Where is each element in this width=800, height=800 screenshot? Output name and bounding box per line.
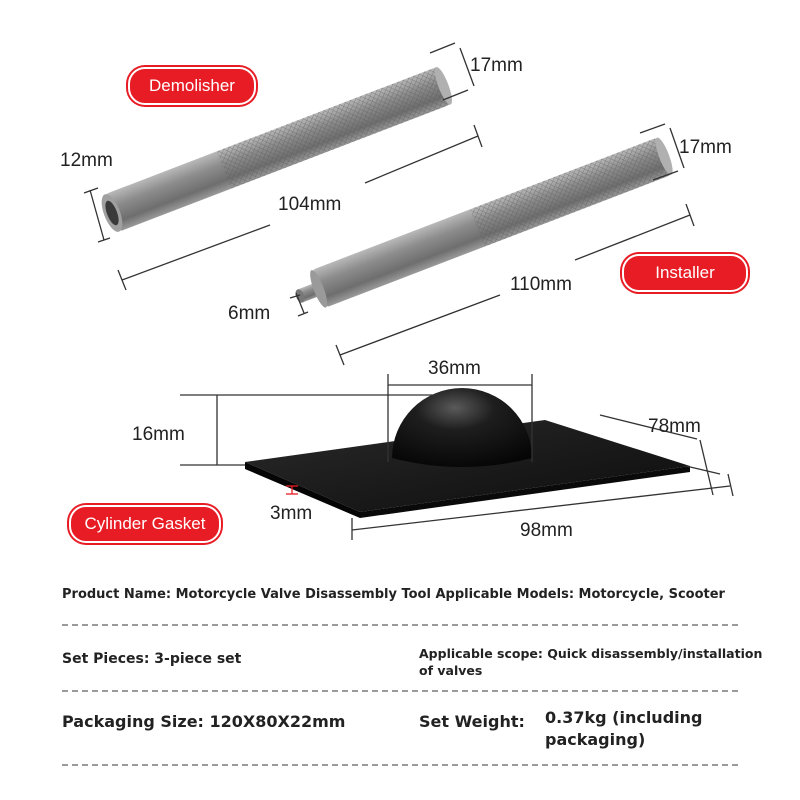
plate-width-label: 78mm — [648, 416, 701, 437]
plate-thickness-label: 3mm — [270, 503, 313, 524]
demolisher-diameter-label: 17mm — [470, 55, 523, 76]
demolisher-badge: Demolisher — [128, 67, 256, 105]
separator-1 — [62, 624, 738, 626]
separator-3 — [62, 764, 738, 766]
set-weight-label: Set Weight: — [419, 712, 525, 731]
product-name-line: Product Name: Motorcycle Valve Disassembly Tool Applicable Models: Motorcycle, Scooter — [62, 587, 725, 602]
installer-tip-label: 6mm — [228, 303, 271, 324]
set-pieces: Set Pieces: 3-piece set — [62, 651, 242, 667]
cylinder-gasket-badge: Cylinder Gasket — [69, 505, 221, 543]
dome-diameter-label: 36mm — [428, 358, 481, 379]
demolisher-length-label: 104mm — [278, 194, 342, 215]
applicable-scope-1: Applicable scope: Quick disassembly/installation — [419, 646, 763, 661]
plate-length-label: 98mm — [520, 520, 573, 541]
installer-diameter-label: 17mm — [679, 137, 732, 158]
installer-rod — [289, 136, 676, 316]
set-weight-value-1: 0.37kg (including — [545, 708, 703, 727]
demolisher-bore-label: 12mm — [60, 150, 113, 171]
installer-length-label: 110mm — [510, 274, 572, 295]
gasket-height-label: 16mm — [132, 424, 185, 445]
installer-badge: Installer — [622, 254, 748, 292]
packaging-size: Packaging Size: 120X80X22mm — [62, 712, 346, 731]
separator-2 — [62, 690, 738, 692]
set-weight-value-2: packaging) — [545, 730, 646, 749]
applicable-scope-2: of valves — [419, 663, 483, 678]
